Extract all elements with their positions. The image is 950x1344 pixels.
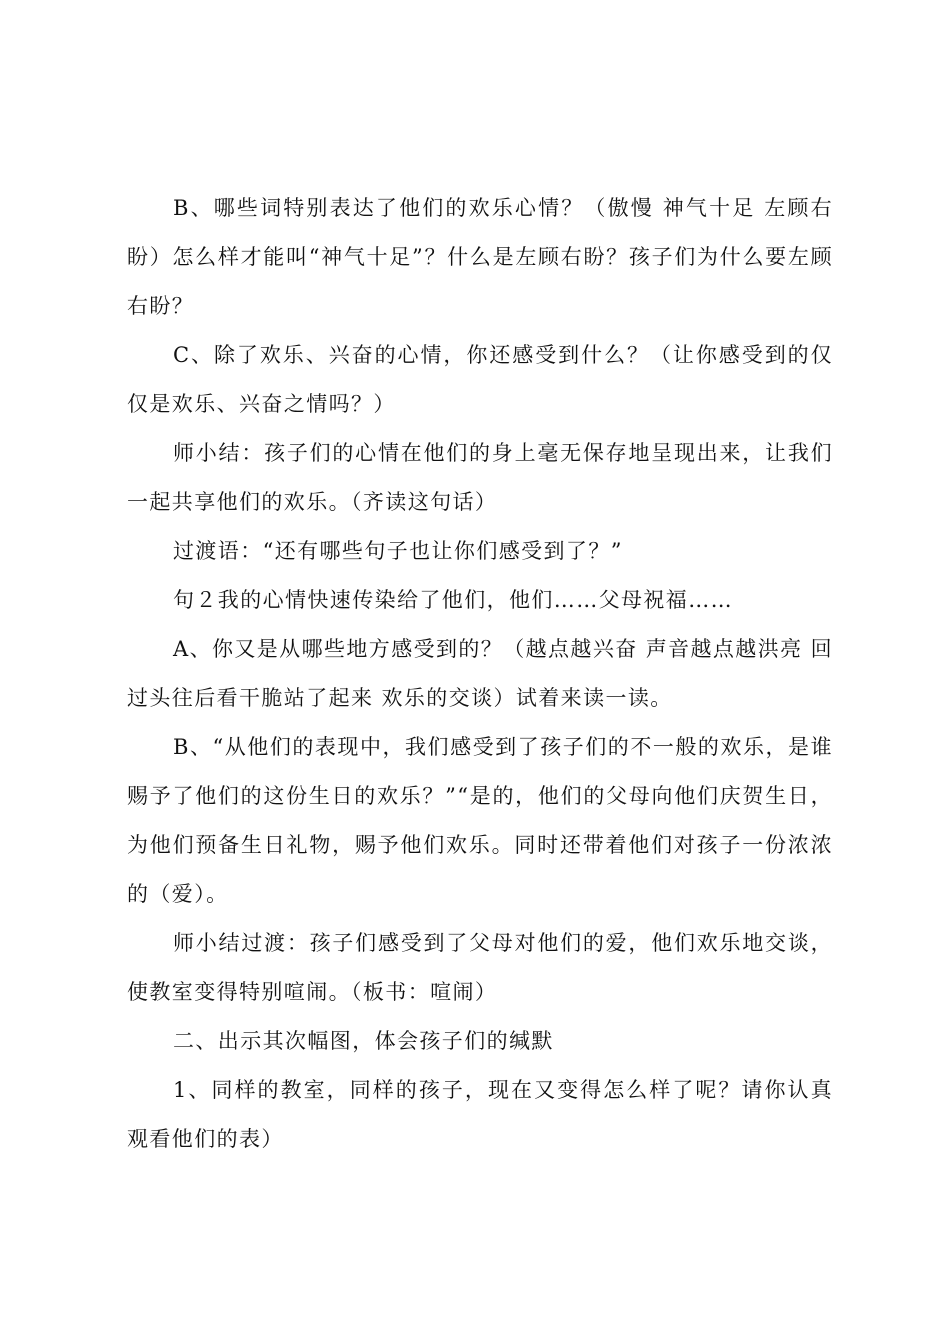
paragraph-sentence-2: 句２我的心情快速传染给了他们，他们……父母祝福…… xyxy=(173,588,733,612)
paragraph-item-one: 1、同样的教室，同样的孩子，现在又变得怎么样了呢？请你认真观看他们的表） xyxy=(127,1078,833,1151)
paragraph-transition: 过渡语：“还有哪些句子也让你们感受到了？” xyxy=(173,539,623,563)
paragraph-section-two: 二、出示其次幅图，体会孩子们的缄默 xyxy=(173,1029,554,1053)
paragraph-teacher-summary-transition: 师小结过渡：孩子们感受到了父母对他们的爱，他们欢乐地交谈，使教室变得特别喧闹。（板书：喧闹） xyxy=(127,931,833,1004)
document-body xyxy=(127,184,833,1164)
paragraph-c-question: C、除了欢乐、兴奋的心情，你还感受到什么？（让你感受到的仅仅是欢乐、兴奋之情吗？） xyxy=(127,343,833,416)
paragraph-b-parents-love: B、“从他们的表现中，我们感受到了孩子们的不一般的欢乐，是谁赐予了他们的这份生日的欢乐？”“是的，他们的父母向他们庆贺生日，为他们预备生日礼物，赐予他们欢乐。同时还带着他们对孩子一份浓浓的（爱）。 xyxy=(127,735,833,906)
paragraph-teacher-summary: 师小结：孩子们的心情在他们的身上毫无保存地呈现出来，让我们一起共享他们的欢乐。（齐读这句话） xyxy=(127,441,833,514)
paragraph-a-question: A、你又是从哪些地方感受到的？（越点越兴奋 声音越点越洪亮 回过头往后看干脆站了起来 欢乐的交谈）试着来读一读。 xyxy=(127,637,833,710)
paragraph-b-question: B、哪些词特别表达了他们的欢乐心情？（傲慢 神气十足 左顾右盼）怎么样才能叫“神气十足”？什么是左顾右盼？孩子们为什么要左顾右盼？ xyxy=(127,196,833,318)
